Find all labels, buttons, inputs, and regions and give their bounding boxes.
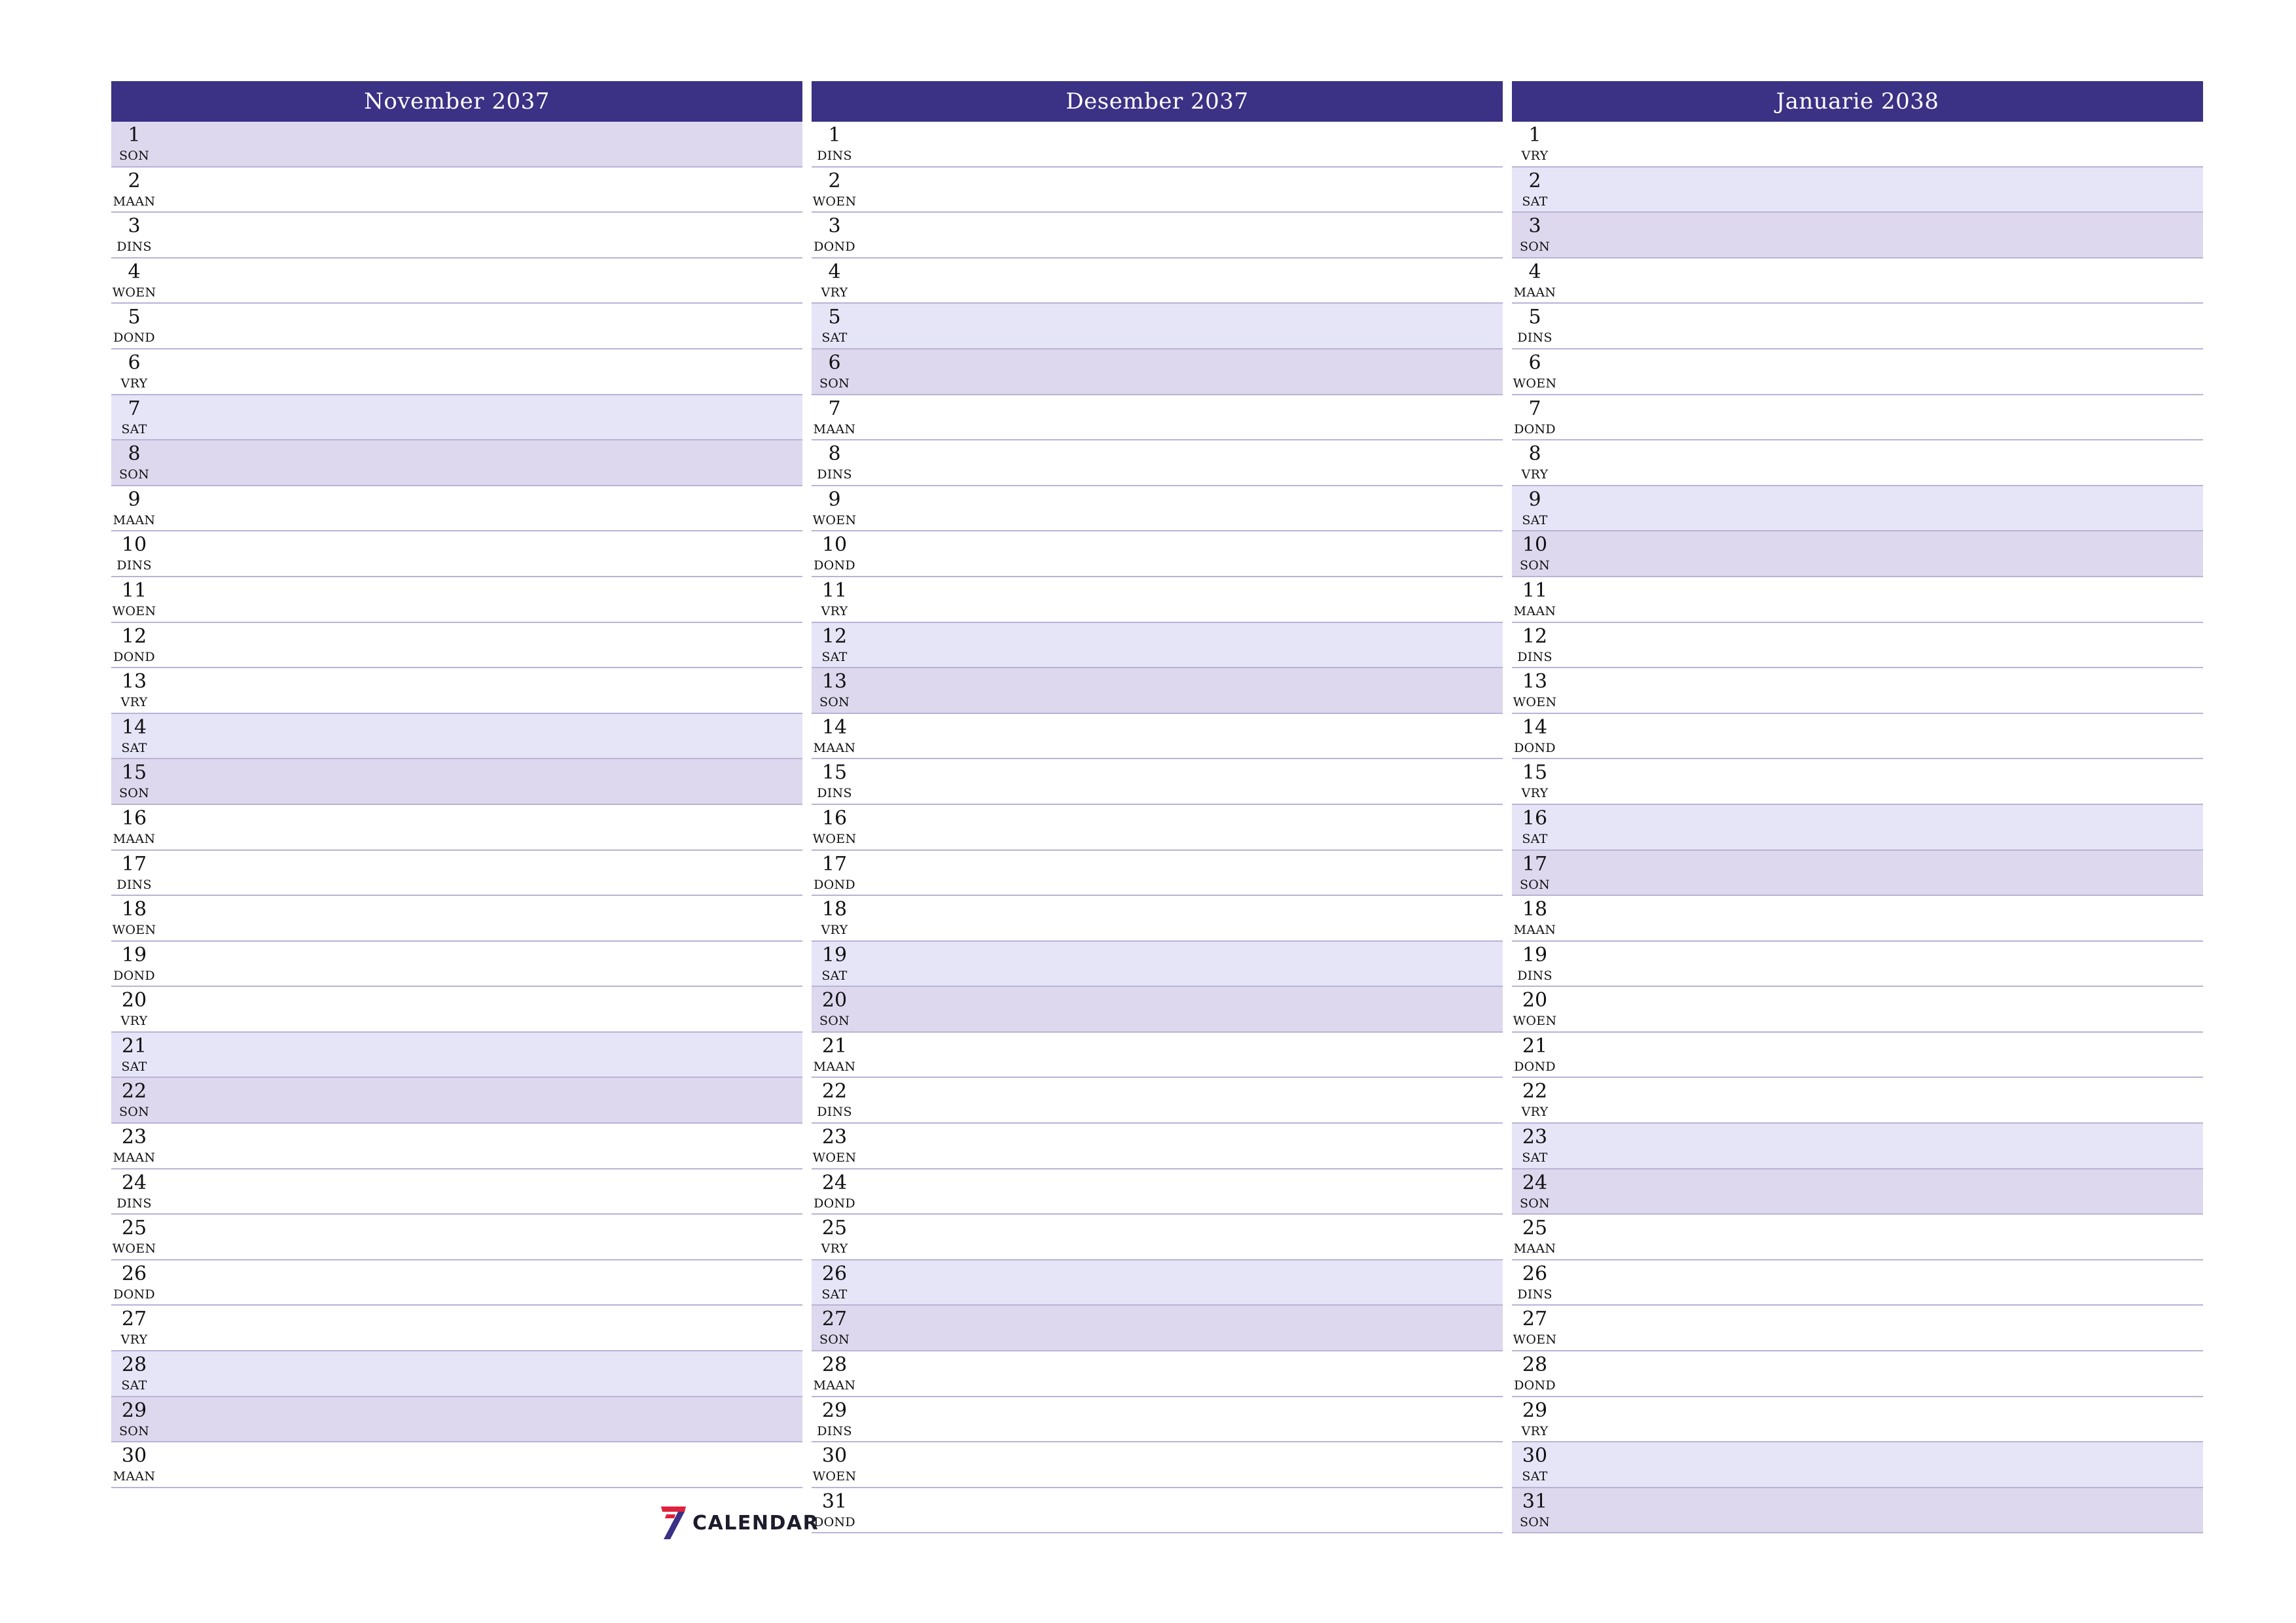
day-number: 4 <box>1528 260 1541 283</box>
day-number: 21 <box>1522 1034 1548 1058</box>
day-row <box>812 668 1503 714</box>
weekday-label: DINS <box>1517 330 1552 346</box>
month-title: Januarie 2038 <box>1512 81 2203 122</box>
day-number: 30 <box>1522 1444 1548 1468</box>
weekday-label: SAT <box>1522 194 1548 209</box>
day-row <box>111 1260 802 1306</box>
day-row <box>111 805 802 851</box>
weekday-label: SAT <box>821 649 848 664</box>
day-number: 21 <box>821 1034 848 1058</box>
day-row <box>1512 1215 2203 1260</box>
day-row <box>812 577 1503 623</box>
weekday-label: SON <box>819 695 850 710</box>
weekday-label: SON <box>1519 877 1551 892</box>
day-number: 23 <box>1522 1126 1548 1149</box>
day-row <box>111 304 802 349</box>
day-number: 15 <box>821 761 848 785</box>
day-number: 12 <box>121 624 147 648</box>
day-row <box>812 1033 1503 1079</box>
weekday-label: DOND <box>814 558 855 573</box>
day-number: 6 <box>128 351 141 374</box>
day-row <box>111 486 802 532</box>
day-row <box>111 668 802 714</box>
weekday-label: WOEN <box>812 1150 857 1166</box>
day-row <box>1512 486 2203 532</box>
day-number: 29 <box>121 1399 147 1422</box>
day-row <box>111 623 802 669</box>
day-number: 16 <box>821 806 848 830</box>
day-number: 3 <box>828 215 841 238</box>
day-row <box>1512 259 2203 304</box>
day-number: 9 <box>828 488 841 511</box>
weekday-label: DOND <box>814 1196 855 1211</box>
day-number: 1 <box>128 124 141 147</box>
weekday-label: MAAN <box>813 1059 856 1074</box>
day-number: 28 <box>1522 1353 1548 1377</box>
weekday-label: DOND <box>1514 740 1556 755</box>
month-column <box>111 81 802 1533</box>
day-row <box>812 759 1503 805</box>
day-number: 18 <box>121 898 147 921</box>
day-number: 2 <box>1528 169 1541 192</box>
day-number: 24 <box>821 1171 848 1194</box>
day-row <box>1512 942 2203 988</box>
day-number: 9 <box>1528 488 1541 511</box>
day-row <box>1512 896 2203 942</box>
weekday-label: DOND <box>814 1514 855 1529</box>
weekday-label: SON <box>1519 1514 1551 1529</box>
day-row <box>812 1306 1503 1351</box>
weekday-label: MAAN <box>1513 1241 1556 1257</box>
day-number: 20 <box>1522 989 1548 1012</box>
day-number: 18 <box>821 898 848 921</box>
day-number: 19 <box>1522 943 1548 967</box>
day-row <box>111 714 802 760</box>
day-row <box>812 304 1503 349</box>
weekday-label: SON <box>1519 558 1551 573</box>
day-number: 14 <box>821 715 848 739</box>
month-column <box>812 81 1503 1533</box>
weekday-label: SON <box>1519 1196 1551 1211</box>
day-row <box>812 805 1503 851</box>
day-row <box>1512 1033 2203 1079</box>
weekday-label: SAT <box>121 1378 147 1393</box>
day-row <box>111 531 802 577</box>
day-row <box>111 168 802 213</box>
day-number: 13 <box>1522 670 1548 694</box>
day-number: 17 <box>1522 852 1548 876</box>
day-row <box>1512 1260 2203 1306</box>
day-number: 15 <box>121 761 147 785</box>
weekday-label: DINS <box>817 467 852 482</box>
weekday-label: VRY <box>1521 149 1549 163</box>
weekday-label: MAAN <box>1513 285 1556 300</box>
day-number: 10 <box>1522 533 1548 557</box>
weekday-label: SON <box>819 376 850 391</box>
day-number: 5 <box>828 306 841 329</box>
weekday-label: MAAN <box>813 421 856 437</box>
day-number: 7 <box>828 397 841 420</box>
weekday-label: WOEN <box>112 1241 156 1257</box>
month-column <box>1512 81 2203 1533</box>
day-number: 17 <box>821 852 848 876</box>
weekday-label: MAAN <box>1513 603 1556 618</box>
day-row <box>111 122 802 168</box>
day-number: 31 <box>1522 1489 1548 1513</box>
day-row <box>1512 805 2203 851</box>
day-number: 4 <box>828 260 841 283</box>
day-number: 30 <box>121 1444 147 1468</box>
day-number: 8 <box>828 442 841 466</box>
weekday-label: WOEN <box>812 512 857 527</box>
day-row <box>1512 623 2203 669</box>
day-row <box>812 987 1503 1033</box>
day-row <box>1512 1169 2203 1215</box>
weekday-label: DOND <box>113 649 155 664</box>
weekday-label: DINS <box>117 240 152 255</box>
day-row <box>1512 440 2203 486</box>
weekday-label: VRY <box>1521 786 1549 801</box>
day-number: 29 <box>821 1399 848 1422</box>
day-row <box>812 1078 1503 1124</box>
weekday-label: MAAN <box>813 740 856 755</box>
weekday-label: SAT <box>121 421 147 437</box>
weekday-label: SON <box>118 1105 150 1120</box>
day-number: 18 <box>1522 898 1548 921</box>
day-row <box>1512 1306 2203 1351</box>
day-number: 23 <box>121 1126 147 1149</box>
day-number: 8 <box>1528 442 1541 466</box>
day-number: 27 <box>121 1308 147 1331</box>
weekday-label: VRY <box>821 923 848 938</box>
weekday-label: DINS <box>817 786 852 801</box>
weekday-label: DINS <box>117 1196 152 1211</box>
day-row <box>812 531 1503 577</box>
day-row <box>111 1169 802 1215</box>
day-number: 7 <box>128 397 141 420</box>
day-row <box>812 168 1503 213</box>
day-number: 26 <box>121 1262 147 1285</box>
day-row <box>111 440 802 486</box>
weekday-label: DINS <box>1517 1287 1552 1302</box>
day-row <box>111 349 802 395</box>
day-number: 25 <box>1522 1217 1548 1240</box>
weekday-label: SON <box>118 467 150 482</box>
weekday-label: DOND <box>1514 1059 1556 1074</box>
day-row <box>812 259 1503 304</box>
day-row <box>111 259 802 304</box>
day-number: 2 <box>128 169 141 192</box>
day-row <box>812 942 1503 988</box>
day-number: 22 <box>821 1080 848 1103</box>
day-row <box>1512 531 2203 577</box>
day-number: 14 <box>1522 715 1548 739</box>
calendar-grid <box>111 81 2204 1533</box>
day-number: 27 <box>1522 1308 1548 1331</box>
weekday-label: SAT <box>1522 512 1548 527</box>
weekday-label: SON <box>118 1423 150 1438</box>
weekday-label: VRY <box>821 603 848 618</box>
day-number: 25 <box>821 1217 848 1240</box>
brand-logo <box>658 1505 819 1541</box>
day-number: 5 <box>128 306 141 329</box>
day-number: 12 <box>821 624 848 648</box>
day-number: 3 <box>1528 215 1541 238</box>
day-number: 20 <box>821 989 848 1012</box>
day-row <box>111 577 802 623</box>
day-row <box>1512 1397 2203 1443</box>
logo-text: CALENDAR <box>692 1511 819 1535</box>
day-row <box>812 896 1503 942</box>
weekday-label: SAT <box>1522 1469 1548 1484</box>
weekday-label: SAT <box>1522 1150 1548 1166</box>
day-row <box>1512 1488 2203 1534</box>
day-number: 26 <box>1522 1262 1548 1285</box>
day-number: 29 <box>1522 1399 1548 1422</box>
day-number: 11 <box>821 579 848 602</box>
day-row <box>111 987 802 1033</box>
weekday-label: VRY <box>120 695 148 710</box>
day-row <box>812 851 1503 897</box>
day-number: 14 <box>121 715 147 739</box>
day-number: 16 <box>1522 806 1548 830</box>
day-row <box>111 1351 802 1397</box>
day-number: 25 <box>121 1217 147 1240</box>
day-row <box>812 1397 1503 1443</box>
day-number: 28 <box>821 1353 848 1377</box>
weekday-label: MAAN <box>113 194 156 209</box>
weekday-label: VRY <box>1521 1423 1549 1438</box>
day-row <box>1512 1124 2203 1169</box>
day-number: 13 <box>821 670 848 694</box>
weekday-label: DOND <box>814 240 855 255</box>
day-number: 10 <box>121 533 147 557</box>
day-number: 5 <box>1528 306 1541 329</box>
day-row <box>111 759 802 805</box>
weekday-label: WOEN <box>112 603 156 618</box>
day-number: 6 <box>828 351 841 374</box>
weekday-label: VRY <box>120 1014 148 1029</box>
day-row <box>1512 577 2203 623</box>
day-row <box>1512 122 2203 168</box>
day-row <box>1512 987 2203 1033</box>
day-row <box>1512 1351 2203 1397</box>
day-number: 9 <box>128 488 141 511</box>
day-row <box>812 486 1503 532</box>
day-row <box>111 1442 802 1488</box>
day-number: 7 <box>1528 397 1541 420</box>
weekday-label: VRY <box>120 376 148 391</box>
weekday-label: WOEN <box>1513 1332 1557 1347</box>
weekday-label: SON <box>118 786 150 801</box>
weekday-label: DOND <box>113 968 155 983</box>
month-title: Desember 2037 <box>812 81 1503 122</box>
weekday-label: WOEN <box>812 831 857 846</box>
weekday-label: VRY <box>120 1332 148 1347</box>
day-number: 22 <box>121 1080 147 1103</box>
weekday-label: DOND <box>113 330 155 346</box>
weekday-label: SAT <box>821 330 848 346</box>
weekday-label: WOEN <box>1513 1014 1557 1029</box>
day-row <box>1512 395 2203 441</box>
day-number: 23 <box>821 1126 848 1149</box>
day-row <box>111 1306 802 1351</box>
day-number: 24 <box>1522 1171 1548 1194</box>
weekday-label: WOEN <box>812 194 857 209</box>
day-row <box>812 395 1503 441</box>
day-row <box>812 1124 1503 1169</box>
weekday-label: SAT <box>821 1287 848 1302</box>
day-number: 3 <box>128 215 141 238</box>
day-number: 15 <box>1522 761 1548 785</box>
weekday-label: VRY <box>821 1241 848 1257</box>
day-row <box>111 395 802 441</box>
weekday-label: MAAN <box>113 1469 156 1484</box>
day-row <box>1512 851 2203 897</box>
day-row <box>1512 714 2203 760</box>
weekday-label: WOEN <box>1513 376 1557 391</box>
day-row <box>1512 1078 2203 1124</box>
day-number: 4 <box>128 260 141 283</box>
day-number: 8 <box>128 442 141 466</box>
day-row <box>111 942 802 988</box>
weekday-label: SAT <box>121 740 147 755</box>
day-row <box>812 623 1503 669</box>
month-title: November 2037 <box>111 81 802 122</box>
weekday-label: MAAN <box>113 1150 156 1166</box>
day-row <box>812 1260 1503 1306</box>
day-row <box>111 896 802 942</box>
weekday-label: WOEN <box>1513 695 1557 710</box>
weekday-label: SAT <box>121 1059 147 1074</box>
day-number: 1 <box>828 124 841 147</box>
day-row <box>111 1124 802 1169</box>
weekday-label: WOEN <box>112 285 156 300</box>
day-number: 30 <box>821 1444 848 1468</box>
weekday-label: MAAN <box>1513 923 1556 938</box>
weekday-label: MAAN <box>113 831 156 846</box>
day-number: 26 <box>821 1262 848 1285</box>
day-row <box>812 1442 1503 1488</box>
day-row <box>812 714 1503 760</box>
weekday-label: DOND <box>1514 421 1556 437</box>
weekday-label: DINS <box>1517 968 1552 983</box>
day-number: 10 <box>821 533 848 557</box>
weekday-label: DOND <box>113 1287 155 1302</box>
day-number: 17 <box>121 852 147 876</box>
weekday-label: VRY <box>821 285 848 300</box>
day-number: 16 <box>121 806 147 830</box>
day-row <box>812 349 1503 395</box>
day-number: 21 <box>121 1034 147 1058</box>
day-row <box>111 213 802 259</box>
weekday-label: MAAN <box>113 512 156 527</box>
weekday-label: DINS <box>1517 649 1552 664</box>
day-row <box>812 1351 1503 1397</box>
day-row <box>111 1397 802 1443</box>
weekday-label: WOEN <box>112 923 156 938</box>
day-number: 6 <box>1528 351 1541 374</box>
weekday-label: WOEN <box>812 1469 857 1484</box>
weekday-label: SON <box>118 149 150 163</box>
weekday-label: SON <box>819 1014 850 1029</box>
weekday-label: DINS <box>817 1105 852 1120</box>
seven-logo-icon <box>658 1505 687 1541</box>
day-number: 2 <box>828 169 841 192</box>
day-row <box>1512 168 2203 213</box>
day-number: 28 <box>121 1353 147 1377</box>
day-row <box>111 851 802 897</box>
day-row <box>812 213 1503 259</box>
weekday-label: DOND <box>1514 1378 1556 1393</box>
day-row <box>1512 1442 2203 1488</box>
day-row <box>111 1033 802 1079</box>
day-row <box>1512 304 2203 349</box>
weekday-label: VRY <box>1521 1105 1549 1120</box>
weekday-label: DINS <box>117 877 152 892</box>
weekday-label: DOND <box>814 877 855 892</box>
weekday-label: DINS <box>817 1423 852 1438</box>
day-number: 12 <box>1522 624 1548 648</box>
weekday-label: VRY <box>1521 467 1549 482</box>
day-row <box>1512 759 2203 805</box>
day-number: 31 <box>821 1489 848 1513</box>
day-number: 24 <box>121 1171 147 1194</box>
day-row <box>1512 213 2203 259</box>
weekday-label: DINS <box>817 149 852 163</box>
day-row <box>812 1169 1503 1215</box>
weekday-label: MAAN <box>813 1378 856 1393</box>
day-number: 11 <box>121 579 147 602</box>
day-number: 11 <box>1522 579 1548 602</box>
day-row <box>1512 349 2203 395</box>
day-row <box>812 440 1503 486</box>
weekday-label: SAT <box>1522 831 1548 846</box>
day-row <box>111 1215 802 1260</box>
day-number: 19 <box>121 943 147 967</box>
day-number: 22 <box>1522 1080 1548 1103</box>
day-number: 13 <box>121 670 147 694</box>
weekday-label: SAT <box>821 968 848 983</box>
day-number: 20 <box>121 989 147 1012</box>
weekday-label: SON <box>1519 240 1551 255</box>
weekday-label: DINS <box>117 558 152 573</box>
day-row <box>111 1078 802 1124</box>
day-row <box>812 122 1503 168</box>
weekday-label: SON <box>819 1332 850 1347</box>
day-number: 19 <box>821 943 848 967</box>
day-row <box>812 1488 1503 1534</box>
day-row <box>812 1215 1503 1260</box>
day-number: 1 <box>1528 124 1541 147</box>
day-row <box>1512 668 2203 714</box>
day-number: 27 <box>821 1308 848 1331</box>
